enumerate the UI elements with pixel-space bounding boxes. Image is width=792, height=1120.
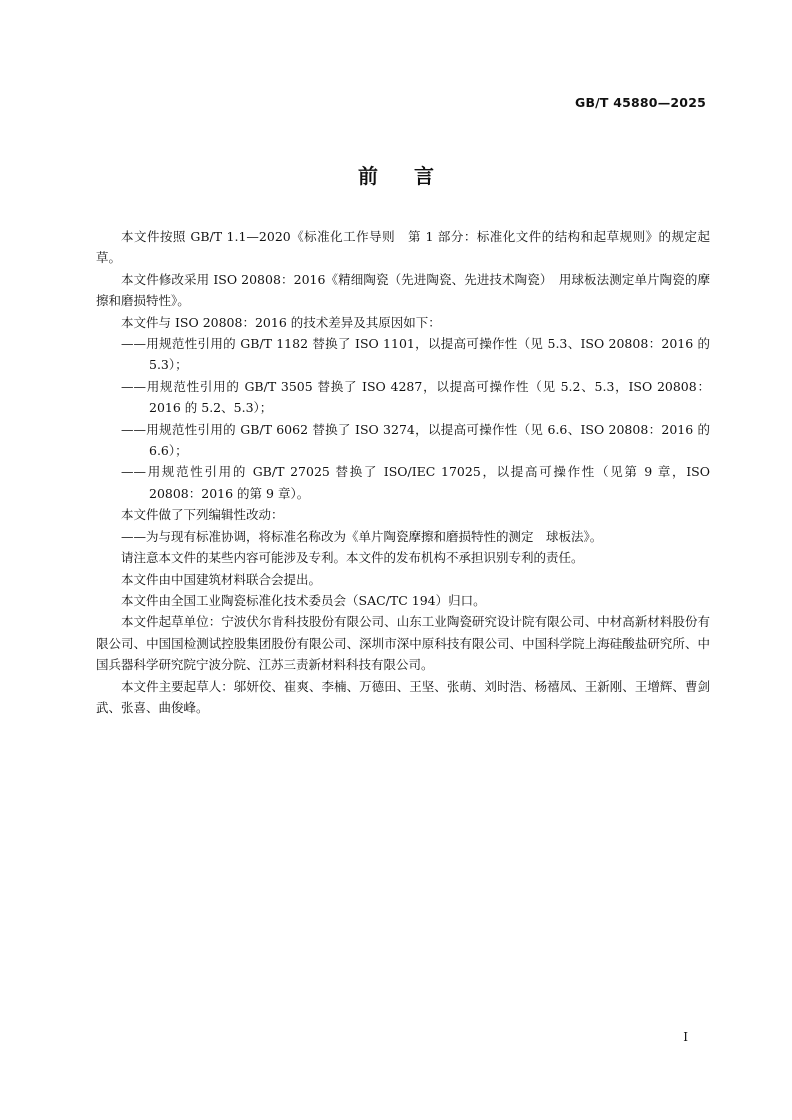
list-item-difference: ——用规范性引用的 GB/T 3505 替换了 ISO 4287，以提高可操作性（见 5.2、5.3，ISO 20808：2016 的 5.2、5.3）； bbox=[121, 378, 710, 416]
title-char-2: 言 bbox=[414, 164, 434, 188]
paragraph-drafters: 本文件主要起草人：邬妍佼、崔爽、李楠、万德田、王坚、张萌、刘时浩、杨禧凤、王新刚、王增辉、曹剑武、张喜、曲俊峰。 bbox=[96, 678, 710, 715]
paragraph-proposer: 本文件由中国建筑材料联合会提出。 bbox=[121, 571, 322, 587]
standard-id: GB/T 45880—2025 bbox=[574, 95, 706, 110]
paragraph-editorial-intro: 本文件做了下列编辑性改动： bbox=[121, 507, 284, 523]
foreword-body bbox=[96, 226, 710, 718]
paragraph-committee: 本文件由全国工业陶瓷标准化技术委员会（SAC/TC 194）归口。 bbox=[121, 592, 486, 608]
list-item-difference: ——用规范性引用的 GB/T 27025 替换了 ISO/IEC 17025，以提高可操作性（见第 9 章，ISO 20808：2016 的第 9 章）。 bbox=[121, 464, 710, 501]
page-number: I bbox=[683, 1030, 688, 1044]
list-item-difference: ——用规范性引用的 GB/T 1182 替换了 ISO 1101，以提高可操作性（见 5.3、ISO 20808：2016 的 5.3）； bbox=[121, 336, 710, 373]
paragraph-adoption: 本文件修改采用 ISO 20808：2016《精细陶瓷（先进陶瓷、先进技术陶瓷） 用球板法测定单片陶瓷的摩擦和磨损特性》。 bbox=[96, 271, 710, 309]
paragraph-patent-notice: 请注意本文件的某些内容可能涉及专利。本文件的发布机构不承担识别专利的责任。 bbox=[121, 550, 584, 566]
paragraph-drafting-rules: 本文件按照 GB/T 1.1—2020《标准化工作导则 第 1 部分：标准化文件的结构和起草规则》的规定起草。 bbox=[96, 229, 710, 266]
list-item-difference: ——用规范性引用的 GB/T 6062 替换了 ISO 3274，以提高可操作性（见 6.6、ISO 20808：2016 的 6.6）； bbox=[121, 421, 710, 459]
page-title bbox=[0, 160, 792, 189]
list-item-editorial: ——为与现有标准协调，将标准名称改为《单片陶瓷摩擦和磨损特性的测定 球板法》。 bbox=[121, 528, 603, 544]
title-char-1: 前 bbox=[358, 164, 378, 188]
paragraph-differences-intro: 本文件与 ISO 20808：2016 的技术差异及其原因如下： bbox=[121, 314, 441, 330]
paragraph-drafting-units: 本文件起草单位：宁波伏尔肯科技股份有限公司、山东工业陶瓷研究设计院有限公司、中材高新材料股份有限公司、中国国检测试控股集团股份有限公司、深圳市深中原科技有限公司、中国科学院上海硅酸盐研究所、中国兵器科学研究院宁波分院、江苏三责新材料科技有限公司。 bbox=[96, 614, 710, 673]
